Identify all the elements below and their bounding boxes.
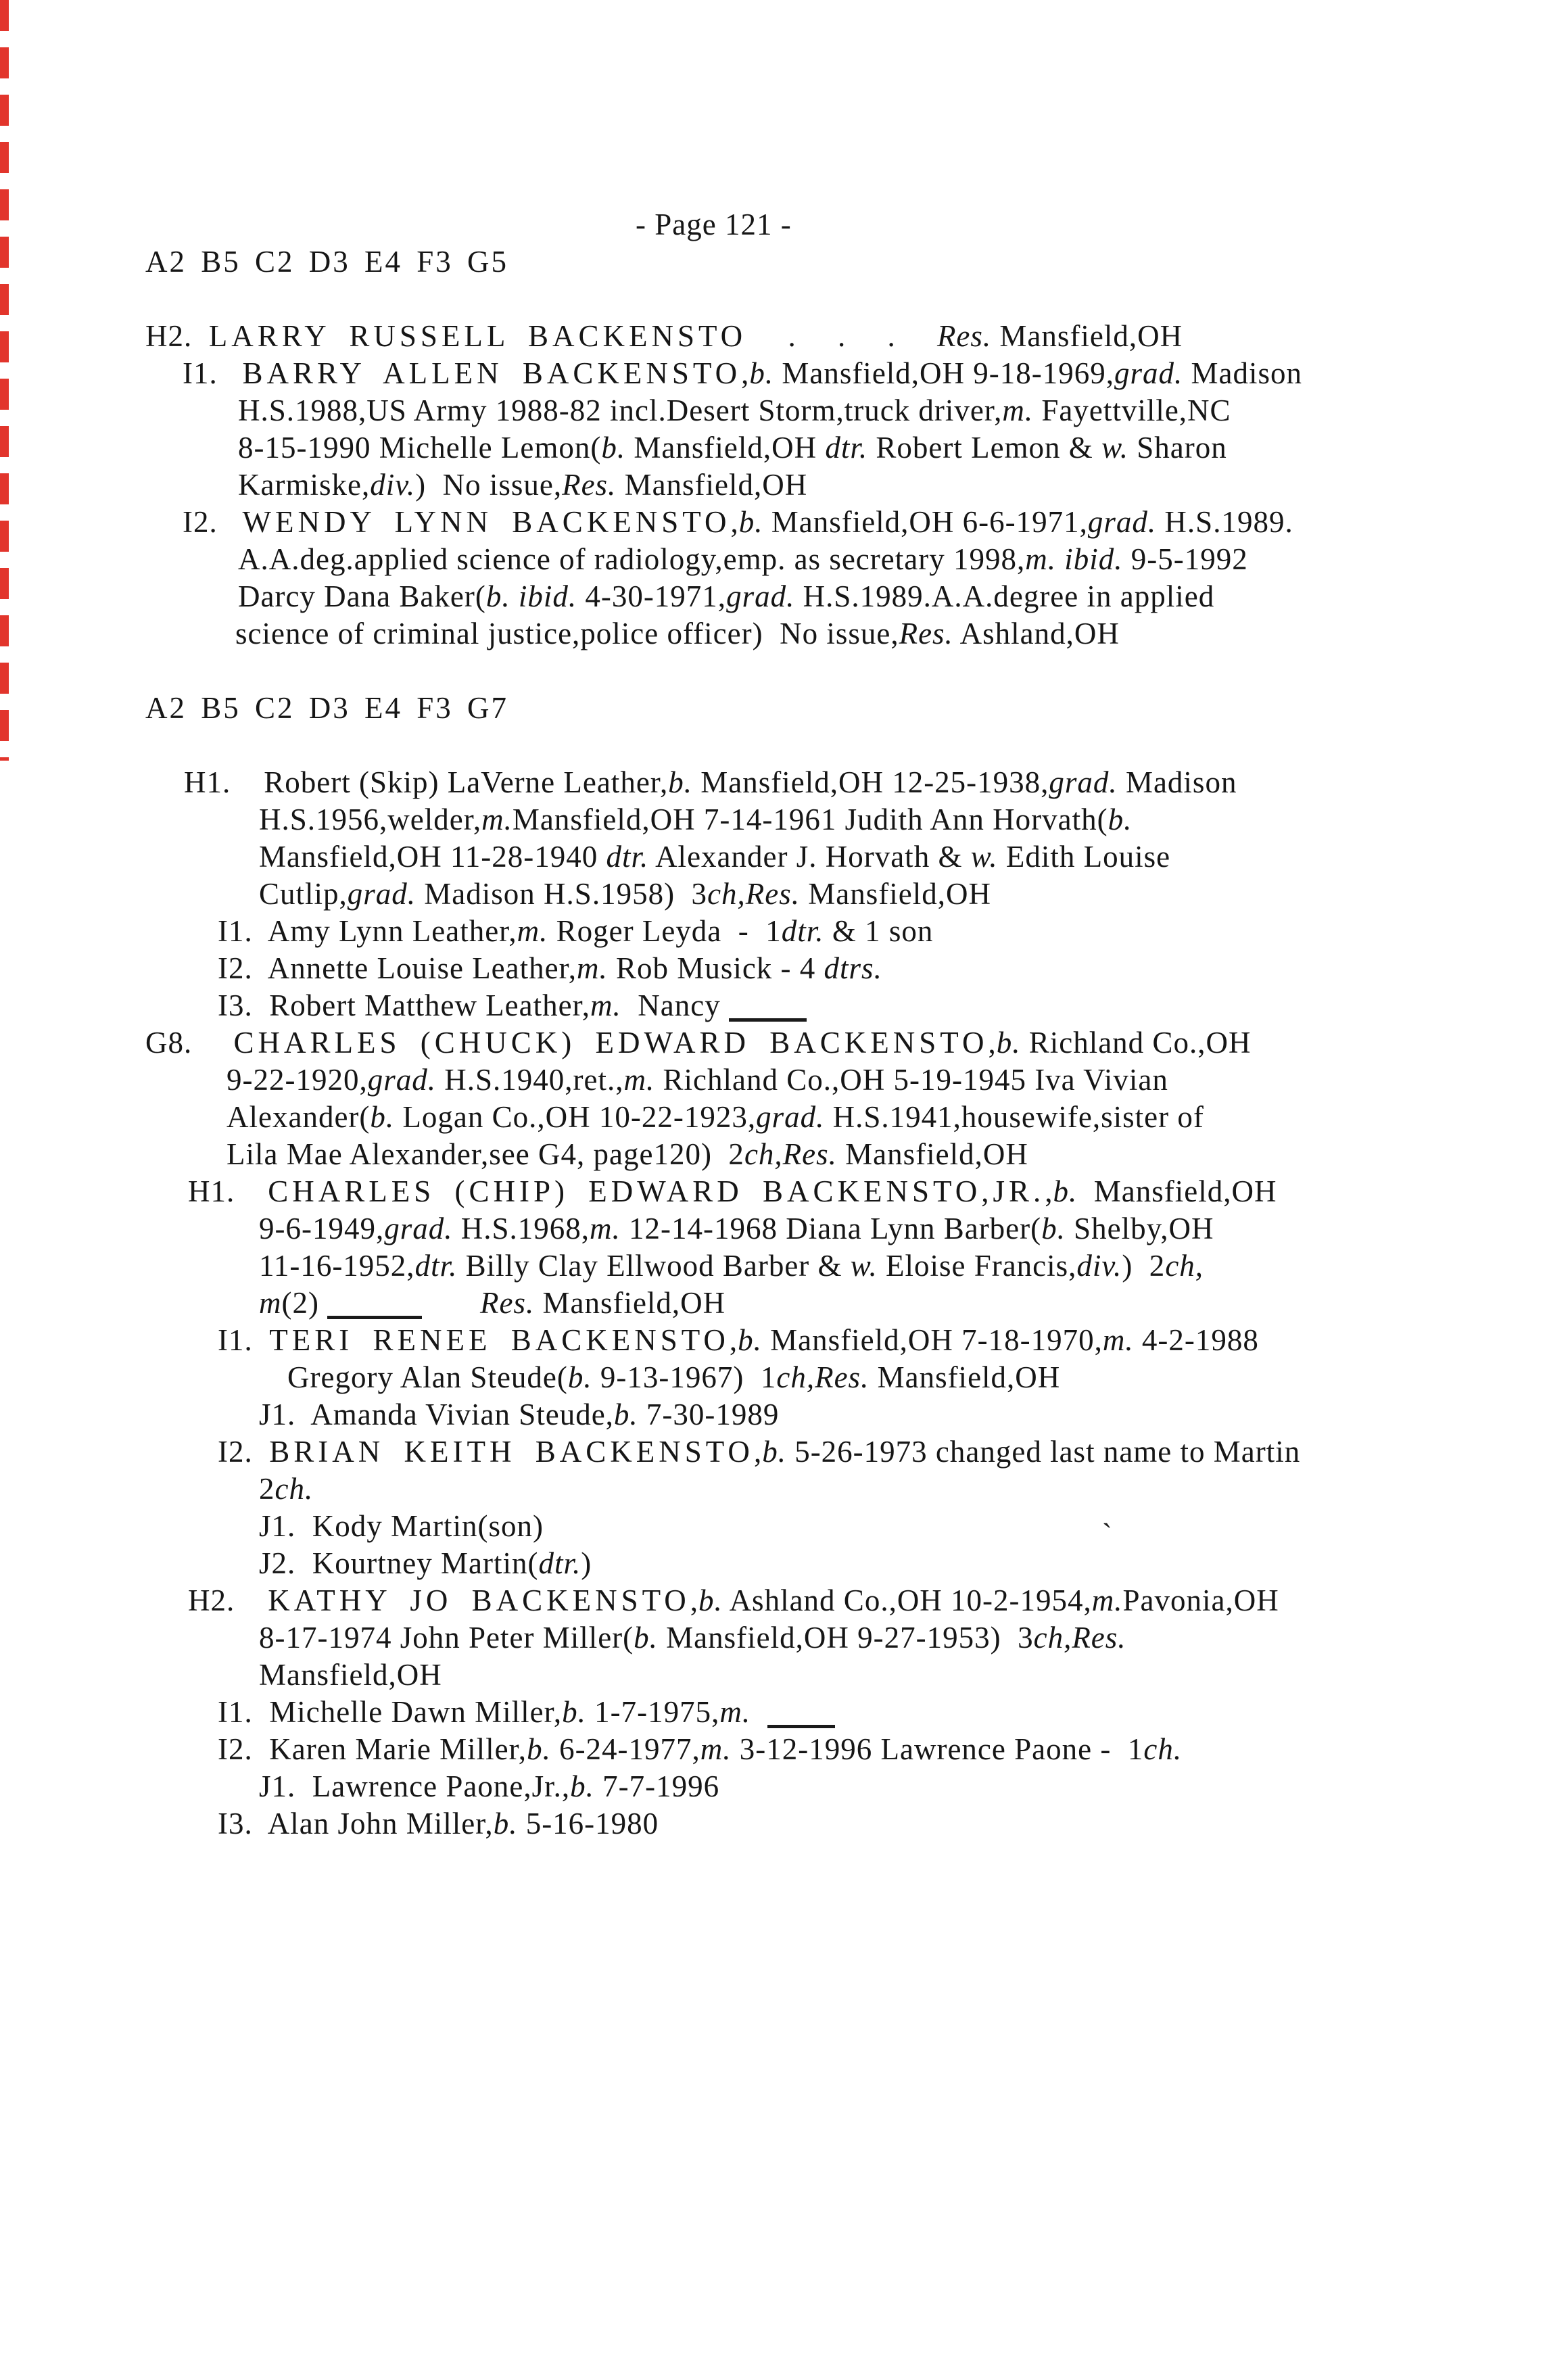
text-segment: grad.: [1049, 765, 1118, 799]
text-segment: m.: [577, 951, 608, 985]
text-segment: LARRY RUSSELL BACKENSTO: [208, 319, 747, 353]
text-segment: . . .: [746, 319, 937, 353]
text-segment: ch.: [275, 1472, 314, 1506]
text-segment: b.: [562, 1695, 586, 1729]
entry-label: I2.: [218, 951, 268, 985]
text-segment: 12-14-1968 Diana Lynn Barber(: [620, 1212, 1042, 1245]
text-segment: H.S.1956,welder,: [259, 803, 482, 836]
text-segment: 3-12-1996 Lawrence Paone - 1: [731, 1732, 1144, 1766]
text-segment: 9-5-1992: [1122, 542, 1248, 576]
text-segment: & 1 son: [824, 914, 934, 948]
text-segment: ch,: [1165, 1249, 1204, 1283]
text-segment: Rob Musick - 4: [607, 951, 824, 985]
text-segment: ch,Res.: [1033, 1621, 1126, 1655]
text-segment: A.A.deg.applied science of radiology,emp. as secretary 1998,: [238, 542, 1026, 576]
text-line: [0, 1099, 1547, 1136]
text-segment: Annette Louise Leather,: [267, 951, 577, 985]
text-segment: Fayettville,NC: [1033, 394, 1231, 427]
text-line: [0, 1062, 1547, 1099]
text-segment: 4-2-1988: [1133, 1323, 1259, 1357]
text-segment: div.: [1076, 1249, 1122, 1283]
text-segment: 8-15-1990 Michelle Lemon(: [238, 431, 602, 465]
text-segment: Mansfield,OH: [1077, 1174, 1277, 1208]
text-segment: Mansfield,OH: [616, 468, 808, 502]
text-segment: Madison: [1183, 356, 1303, 390]
text-line: [0, 801, 1547, 838]
text-segment: 5-16-1980: [517, 1807, 659, 1840]
text-segment: Alan John Miller,: [267, 1807, 494, 1840]
entry-label: I3.: [218, 1807, 268, 1840]
entry-J1-amanda: [0, 1396, 1547, 1433]
text-segment: Richland Co.,OH: [1020, 1026, 1252, 1060]
blank-underline: [729, 1018, 807, 1022]
text-segment: b.: [996, 1026, 1021, 1060]
text-segment: 1-7-1975,: [586, 1695, 720, 1729]
text-segment: b.: [634, 1621, 658, 1655]
text-line: [0, 727, 1547, 764]
text-segment: Ashland Co.,OH 10-2-1954,: [722, 1584, 1092, 1617]
text-segment: 9-6-1949,: [259, 1212, 385, 1245]
text-segment: Res.: [936, 319, 992, 353]
text-segment: b.: [370, 1100, 395, 1134]
text-line: [0, 1657, 1547, 1694]
text-segment: Ashland,OH: [953, 617, 1120, 650]
text-segment: b.: [567, 1360, 592, 1394]
text-segment: grad.: [347, 877, 416, 911]
text-segment: CHARLES (CHIP) EDWARD BACKENSTO,JR.: [268, 1174, 1045, 1208]
text-segment: dtr.: [414, 1249, 458, 1283]
stray-mark: `: [1102, 1518, 1113, 1551]
text-line: [0, 281, 1547, 318]
text-line: [0, 1136, 1547, 1173]
text-segment: b.: [1041, 1212, 1066, 1245]
entry-label: H1.: [188, 1174, 268, 1208]
text-segment: b.: [601, 431, 626, 465]
text-segment: Mansfield,OH: [259, 1658, 442, 1692]
text-segment: Mansfield,OH 9-18-1969,: [774, 356, 1115, 390]
entry-label: I2.: [218, 1732, 270, 1766]
text-segment: m.: [481, 803, 513, 836]
lineage-code-header: [0, 690, 1547, 727]
text-segment: ,: [988, 1026, 997, 1060]
entry-I3-alan: [0, 1805, 1547, 1842]
text-segment: H.S.1988,US Army 1988-82 incl.Desert Storm,truck driver,: [238, 394, 1003, 427]
entry-label: J1.: [259, 1509, 312, 1543]
entry-label: H2.: [145, 319, 209, 353]
text-segment: b.: [613, 1398, 638, 1431]
text-segment: Robert (Skip) LaVerne Leather,: [264, 765, 669, 799]
text-segment: H.S.1989.: [1156, 505, 1293, 539]
entry-label: I2.: [183, 505, 243, 539]
entry-label: J1.: [259, 1769, 312, 1803]
text-segment: b.: [1053, 1174, 1078, 1208]
text-segment: m.: [1102, 1323, 1134, 1357]
text-segment: Mansfield,OH: [534, 1286, 726, 1320]
text-segment: Alexander(: [227, 1100, 371, 1134]
text-line: [0, 1285, 1547, 1322]
text-line: [0, 1471, 1547, 1508]
entry-I1-michelle: [0, 1694, 1547, 1731]
entry-H1-charles-chip: [0, 1173, 1547, 1210]
text-line: [0, 1247, 1547, 1285]
entry-label: J1.: [259, 1398, 311, 1431]
text-segment: Mansfield,OH: [869, 1360, 1061, 1394]
entry-H2-larry: [0, 318, 1547, 355]
entry-label: J2.: [259, 1546, 312, 1580]
entry-I1-barry: [0, 355, 1547, 392]
lineage-code-header: [0, 243, 1547, 281]
text-segment: b.: [527, 1732, 551, 1766]
text-segment: b.: [570, 1769, 594, 1803]
text-segment: Res.: [899, 617, 953, 650]
text-segment: BRIAN KEITH BACKENSTO: [269, 1435, 754, 1469]
document-text: [0, 206, 1547, 1842]
text-segment: science of criminal justice,police officer) No issue,: [235, 617, 899, 650]
text-segment: 8-17-1974 John Peter Miller(: [259, 1621, 634, 1655]
text-line: [0, 1210, 1547, 1247]
text-segment: w.: [970, 840, 998, 874]
text-segment: ) 2: [1122, 1249, 1166, 1283]
text-segment: div.: [370, 468, 416, 502]
text-segment: ch,Res.: [776, 1360, 870, 1394]
text-segment: m.: [517, 914, 548, 948]
text-segment: Kody Martin(son): [312, 1509, 544, 1543]
text-segment: Roger Leyda - 1: [548, 914, 782, 948]
text-segment: grad.: [756, 1100, 825, 1134]
text-segment: [1056, 542, 1064, 576]
text-segment: Karen Marie Miller,: [269, 1732, 527, 1766]
text-line: [0, 392, 1547, 429]
blank-underline: [767, 1725, 835, 1728]
entry-H1-robert-leather: [0, 764, 1547, 801]
text-segment: m: [259, 1286, 282, 1320]
text-segment: Mansfield,OH 7-18-1970,: [761, 1323, 1103, 1357]
text-segment: ,: [741, 356, 750, 390]
text-line: [0, 578, 1547, 615]
text-segment: m.: [1091, 1584, 1123, 1617]
text-segment: Mansfield,OH: [836, 1137, 1028, 1171]
text-segment: [751, 1695, 767, 1729]
text-segment: TERI RENEE BACKENSTO: [269, 1323, 730, 1357]
text-segment: Edith Louise: [997, 840, 1171, 874]
text-segment: 4-30-1971,: [577, 579, 727, 613]
text-segment: 9-22-1920,: [227, 1063, 368, 1097]
text-segment: Mansfield,OH 7-14-1961 Judith Ann Horvath(: [512, 803, 1108, 836]
text-segment: ch,Res.: [744, 1137, 837, 1171]
text-line: [0, 615, 1547, 652]
text-segment: b.: [493, 1807, 518, 1840]
entry-I3-robert-matthew: [0, 987, 1547, 1024]
text-segment: Pavonia,OH: [1122, 1584, 1279, 1617]
text-segment: H.S.1941,housewife,sister of: [824, 1100, 1204, 1134]
text-segment: Res.: [479, 1286, 535, 1320]
entry-G8-charles-chuck: [0, 1024, 1547, 1062]
text-segment: ibid.: [1064, 542, 1123, 576]
text-segment: b.: [485, 579, 510, 613]
entry-I1-teri: [0, 1322, 1547, 1359]
text-segment: Richland Co.,OH 5-19-1945 Iva Vivian: [654, 1063, 1168, 1097]
text-segment: grad.: [1087, 505, 1157, 539]
text-segment: b.: [738, 505, 763, 539]
text-segment: BARRY ALLEN BACKENSTO: [242, 356, 742, 390]
text-segment: b.: [762, 1435, 786, 1469]
text-segment: dtr.: [781, 914, 824, 948]
text-segment: grad.: [367, 1063, 436, 1097]
text-segment: H.S.1968,: [452, 1212, 590, 1245]
entry-label: H2.: [188, 1584, 268, 1617]
text-segment: A2 B5 C2 D3 E4 F3 G7: [145, 691, 509, 725]
text-segment: ,: [690, 1584, 699, 1617]
text-segment: 6-24-1977,: [550, 1732, 700, 1766]
text-segment: Alexander J. Horvath &: [648, 840, 971, 874]
text-segment: Madison: [1117, 765, 1237, 799]
entry-label: H1.: [184, 765, 264, 799]
text-segment: b.: [738, 1323, 762, 1357]
entry-I2-brian: [0, 1433, 1547, 1471]
text-segment: Mansfield,OH 12-25-1938,: [692, 765, 1049, 799]
text-segment: Karmiske,: [238, 468, 371, 502]
text-segment: A2 B5 C2 D3 E4 F3 G5: [145, 245, 509, 279]
text-line: [0, 1359, 1547, 1396]
text-segment: ,: [753, 1435, 763, 1469]
text-segment: grad.: [726, 579, 795, 613]
entry-label: I2.: [218, 1435, 270, 1469]
text-segment: Lila Mae Alexander,see G4, page120) 2: [227, 1137, 744, 1171]
entry-label: I1.: [183, 356, 243, 390]
text-segment: ,: [1045, 1174, 1053, 1208]
text-segment: 5-26-1973 changed last name to Martin: [786, 1435, 1301, 1469]
text-segment: Cutlip,: [259, 877, 348, 911]
text-segment: b.: [698, 1584, 723, 1617]
entry-I2-karen: [0, 1731, 1547, 1768]
text-segment: Michelle Dawn Miller,: [269, 1695, 563, 1729]
text-segment: Nancy: [621, 989, 729, 1022]
text-segment: ,: [730, 505, 739, 539]
entry-J1-lawrence: [0, 1768, 1547, 1805]
text-segment: 7-7-1996: [594, 1769, 720, 1803]
text-segment: - Page 121 -: [636, 208, 792, 241]
entry-label: I1.: [218, 914, 268, 948]
text-segment: ibid.: [518, 579, 577, 613]
text-segment: Mansfield,OH 11-28-1940: [259, 840, 606, 874]
text-segment: dtrs.: [824, 951, 882, 985]
text-segment: Robert Matthew Leather,: [269, 989, 591, 1022]
text-segment: Mansfield,OH: [800, 877, 991, 911]
entry-J2-kourtney: [0, 1545, 1547, 1582]
text-line: [0, 541, 1547, 578]
text-segment: Mansfield,OH: [991, 319, 1183, 353]
text-segment: dtr.: [825, 431, 868, 465]
text-segment: Lawrence Paone,Jr.,: [312, 1769, 571, 1803]
text-segment: ): [581, 1546, 592, 1580]
text-segment: m.: [590, 989, 621, 1022]
text-segment: Amy Lynn Leather,: [267, 914, 517, 948]
text-line: [0, 429, 1547, 467]
text-segment: Res.: [562, 468, 617, 502]
text-segment: Mansfield,OH 9-27-1953) 3: [657, 1621, 1034, 1655]
entry-label: I3.: [218, 989, 270, 1022]
text-segment: Mansfield,OH: [625, 431, 826, 465]
text-segment: [510, 579, 519, 613]
text-segment: Sharon: [1128, 431, 1227, 465]
text-segment: Robert Lemon &: [867, 431, 1102, 465]
entry-I2-annette: [0, 950, 1547, 987]
text-segment: b.: [668, 765, 692, 799]
entry-I2-wendy: [0, 504, 1547, 541]
entry-J1-kody: [0, 1508, 1547, 1545]
text-segment: ch.: [1143, 1732, 1183, 1766]
text-segment: 2: [259, 1472, 275, 1506]
text-segment: b.: [1108, 803, 1133, 836]
entry-label: I1.: [218, 1695, 270, 1729]
text-segment: Eloise Francis,: [877, 1249, 1077, 1283]
text-segment: m.: [1025, 542, 1056, 576]
text-segment: Billy Clay Ellwood Barber &: [457, 1249, 851, 1283]
entry-I1-amy: [0, 913, 1547, 950]
text-segment: Madison H.S.1958) 3: [416, 877, 708, 911]
text-segment: m.: [1002, 394, 1034, 427]
text-segment: m.: [719, 1695, 751, 1729]
text-segment: w.: [850, 1249, 878, 1283]
text-segment: m.: [590, 1212, 621, 1245]
text-segment: dtr.: [606, 840, 649, 874]
text-line: [0, 652, 1547, 690]
text-line: [0, 876, 1547, 913]
text-segment: m.: [623, 1063, 655, 1097]
entry-label: G8.: [145, 1026, 234, 1060]
text-segment: WENDY LYNN BACKENSTO: [242, 505, 731, 539]
text-segment: KATHY JO BACKENSTO: [268, 1584, 690, 1617]
text-segment: m.: [700, 1732, 732, 1766]
entry-H2-kathy: [0, 1582, 1547, 1619]
text-segment: Amanda Vivian Steude,: [310, 1398, 614, 1431]
text-segment: Darcy Dana Baker(: [238, 579, 486, 613]
text-segment: 9-13-1967) 1: [592, 1360, 777, 1394]
text-segment: Gregory Alan Steude(: [287, 1360, 568, 1394]
blank-underline: [327, 1316, 422, 1319]
text-segment: 11-16-1952,: [259, 1249, 415, 1283]
text-segment: grad.: [384, 1212, 453, 1245]
text-segment: b.: [749, 356, 774, 390]
text-segment: Mansfield,OH 6-6-1971,: [763, 505, 1088, 539]
text-segment: Logan Co.,OH 10-22-1923,: [394, 1100, 757, 1134]
text-segment: ,: [729, 1323, 738, 1357]
entry-label: I1.: [218, 1323, 270, 1357]
text-segment: (2): [281, 1286, 328, 1320]
text-segment: Shelby,OH: [1065, 1212, 1214, 1245]
text-segment: w.: [1101, 431, 1128, 465]
text-segment: [422, 1286, 480, 1320]
text-segment: dtr.: [538, 1546, 581, 1580]
text-segment: H.S.1940,ret.,: [436, 1063, 624, 1097]
text-line: [0, 1619, 1547, 1657]
text-segment: ) No issue,: [415, 468, 563, 502]
page-number: [0, 206, 1547, 243]
text-line: [0, 838, 1547, 876]
text-segment: CHARLES (CHUCK) EDWARD BACKENSTO: [233, 1026, 989, 1060]
text-segment: 7-30-1989: [638, 1398, 780, 1431]
text-segment: H.S.1989.A.A.degree in applied: [794, 579, 1215, 613]
text-segment: Kourtney Martin(: [312, 1546, 539, 1580]
text-segment: grad.: [1114, 356, 1183, 390]
text-segment: ch,Res.: [707, 877, 801, 911]
text-line: [0, 467, 1547, 504]
